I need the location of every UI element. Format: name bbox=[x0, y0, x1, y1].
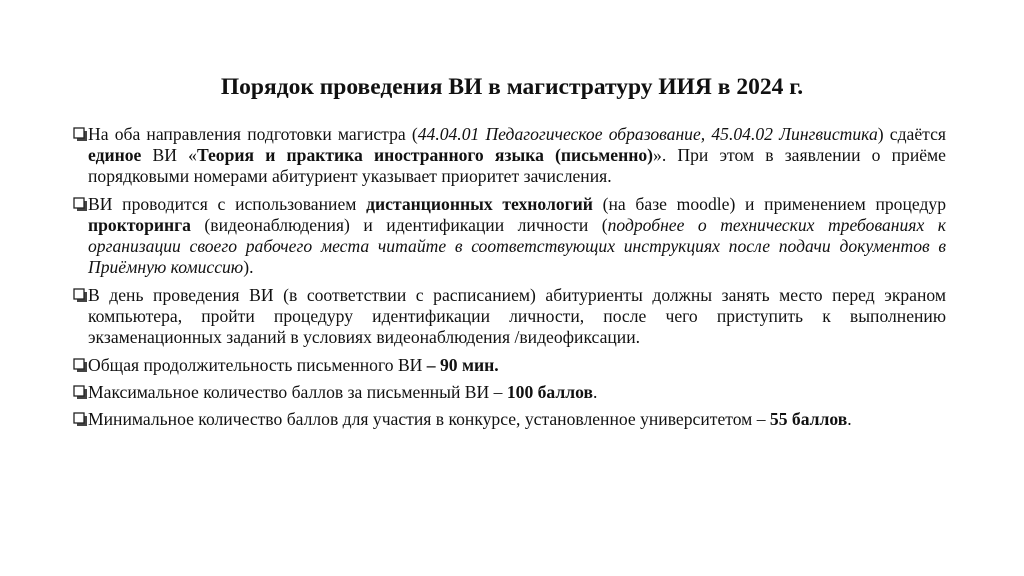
item-text: На оба направления подготовки магистра ( bbox=[88, 124, 418, 144]
item-text: В день проведения ВИ (в соответствии с расписанием) абитуриенты должны занять место перед экраном компьютера, пройти процедуру идентификации личности, после чего приступить к выполнению экзаменационных заданий в условиях видеонаблюдения /видеофиксации. bbox=[88, 285, 946, 347]
item-text: (видеонаблюдения) и идентификации личности ( bbox=[190, 215, 608, 235]
item-text-italic: подробнее о технических требованиях к организации своего рабочего места читайте в соответствующих инструкциях после подачи документов в Приёмную комиссию bbox=[88, 215, 947, 277]
item-text-bold: 55 баллов bbox=[769, 409, 848, 429]
checkbox-square-icon bbox=[73, 197, 88, 212]
item-text-bold: – 90 мин. bbox=[426, 355, 499, 375]
rules-list bbox=[82, 124, 946, 436]
checkbox-square-icon bbox=[73, 358, 88, 373]
item-text-bold: дистанционных технологий bbox=[366, 194, 593, 214]
list-item bbox=[82, 194, 946, 278]
checkbox-square-icon bbox=[73, 127, 88, 142]
checkbox-square-icon bbox=[73, 385, 88, 400]
list-item bbox=[82, 355, 946, 376]
item-text-bold: единое bbox=[88, 145, 142, 165]
checkbox-square-icon bbox=[73, 288, 88, 303]
checkbox-square-icon bbox=[73, 412, 88, 427]
slide-title: Порядок проведения ВИ в магистратуру ИИЯ в 2024 г. bbox=[220, 74, 804, 100]
item-text-bold: 100 баллов bbox=[506, 382, 593, 402]
list-item bbox=[82, 382, 946, 403]
item-text: (на базе moodle) и применением процедур bbox=[592, 194, 947, 214]
item-text: Общая продолжительность письменного ВИ bbox=[88, 355, 427, 375]
item-text: . bbox=[592, 382, 598, 402]
item-text: ) сдаётся bbox=[877, 124, 946, 144]
item-text-bold: прокторинга bbox=[88, 215, 191, 235]
item-text: Минимальное количество баллов для участия в конкурсе, установленное университетом – bbox=[88, 409, 770, 429]
item-text: ). bbox=[243, 257, 254, 277]
list-item bbox=[82, 409, 946, 430]
item-text: ВИ « bbox=[141, 145, 197, 165]
item-text-bold: Теория и практика иностранного языка (письменно) bbox=[196, 145, 654, 165]
item-text: ВИ проводится с использованием bbox=[88, 194, 367, 214]
item-text: . bbox=[847, 409, 852, 429]
list-item bbox=[82, 285, 946, 348]
item-text-italic: 44.04.01 Педагогическое образование, 45.04.02 Лингвистика bbox=[417, 124, 878, 144]
item-text: Максимальное количество баллов за письменный ВИ – bbox=[88, 382, 507, 402]
list-item bbox=[82, 124, 946, 187]
item-text: ». При этом в заявлении о приёме порядковыми номерами абитуриент указывает приоритет зачисления. bbox=[88, 145, 946, 186]
